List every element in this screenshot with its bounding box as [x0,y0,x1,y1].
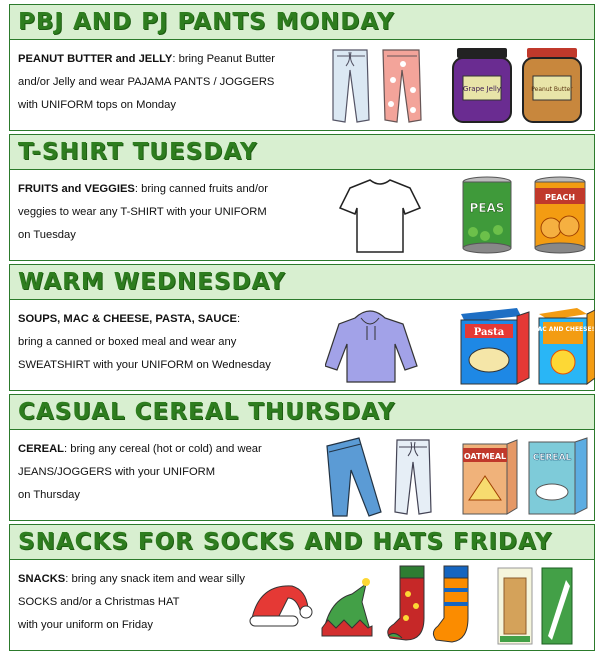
flyer [9,4,595,654]
box-label: Pasta [473,327,505,338]
jar-label: Peanut Butter [531,86,573,93]
desc-lead: CEREAL [18,443,64,455]
green-sock-icon [388,566,424,640]
section-description [18,178,318,247]
wednesday-illustrations [325,300,595,390]
blue-sock-icon [433,566,468,642]
jelly-jar-icon [453,48,511,122]
desc-line1: : bring canned fruits and/or [134,183,268,195]
desc-line1: : [237,313,241,325]
section-body [10,170,594,260]
desc-line3: with your uniform on Friday [18,619,153,631]
elf-hat-icon [322,578,372,636]
pink-pajama-pants-icon [383,50,421,122]
section-tuesday [9,134,595,261]
box-label: OATMEAL [463,452,507,461]
section-title: WARM WEDNESDAY [18,269,286,295]
section-title: SNACKS FOR SOCKS AND HATS FRIDAY [18,529,553,555]
desc-line3: on Tuesday [18,229,76,241]
section-body [10,430,594,520]
peanut-butter-jar-icon [523,48,581,122]
section-wednesday [9,264,595,391]
section-header [10,525,594,560]
section-body [10,40,594,130]
section-title: T-SHIRT TUESDAY [18,139,258,165]
section-description [18,48,318,117]
mac-and-cheese-box-icon [532,308,595,384]
tuesday-illustrations [325,170,595,260]
desc-line1: : bring any snack item and wear silly [65,573,245,585]
jeans-icon [327,438,381,516]
jar-label: Grape Jelly [463,85,501,93]
pasta-box-icon [461,308,529,384]
section-header [10,395,594,430]
section-title: CASUAL CEREAL THURSDAY [18,399,396,425]
desc-line2: veggies to wear any T-SHIRT with your UNIFORM [18,206,267,218]
section-description [18,308,318,377]
desc-line3: with UNIFORM tops on Monday [18,99,176,111]
peach-can-icon [535,177,585,253]
section-header [10,5,594,40]
peas-can-icon [463,177,511,253]
thursday-illustrations [325,430,595,520]
monday-illustrations [325,40,595,130]
desc-line2: and/or Jelly and wear PAJAMA PANTS / JOGGERS [18,76,275,88]
desc-line3: on Thursday [18,489,80,501]
sweatshirt-icon [325,311,417,382]
desc-lead: SNACKS [18,573,66,585]
blue-pajama-pants-icon [333,50,369,122]
desc-line2: JEANS/JOGGERS with your UNIFORM [18,466,216,478]
joggers-icon [395,440,431,514]
desc-line2: SOCKS and/or a Christmas HAT [18,596,180,608]
box-label: MAC AND CHEESE! [531,326,595,333]
section-body [10,300,594,390]
desc-line2: bring a canned or boxed meal and wear any [18,336,237,348]
section-header [10,265,594,300]
desc-lead: SOUPS, MAC & CHEESE, PASTA, SAUCE [18,313,238,325]
santa-hat-icon [250,586,312,626]
section-friday [9,524,595,651]
desc-line3: SWEATSHIRT with your UNIFORM on Wednesday [18,359,271,371]
section-title: PBJ AND PJ PANTS MONDAY [18,9,395,35]
section-header [10,135,594,170]
section-monday [9,4,595,131]
can-label: PEACH [544,193,576,202]
oatmeal-box-icon [463,440,517,514]
section-description [18,438,318,507]
box-label: CEREAL [532,453,572,463]
desc-line1: : bring any cereal (hot or cold) and wear [64,443,262,455]
desc-lead: FRUITS and VEGGIES [18,183,135,195]
section-thursday [9,394,595,521]
friday-illustrations [248,560,594,650]
desc-line1: : bring Peanut Butter [172,53,275,65]
cereal-box-icon [529,438,587,514]
section-body [10,560,594,650]
t-shirt-icon [340,180,420,252]
can-label: PEAS [469,201,505,215]
desc-lead: PEANUT BUTTER and JELLY [18,53,173,65]
snack-bar-icon [542,568,572,644]
granola-bar-icon [498,568,532,644]
